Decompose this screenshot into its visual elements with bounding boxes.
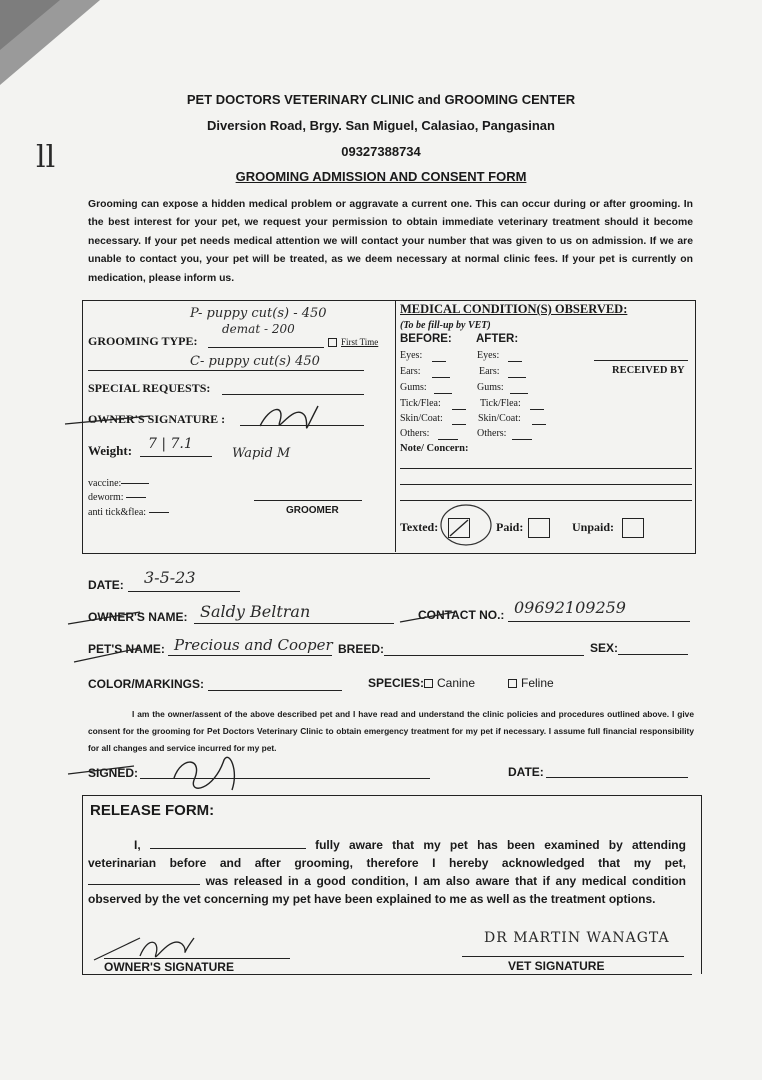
before-ears-field[interactable] [432,377,450,378]
pet-name-field[interactable] [168,655,332,656]
vaccine-row: vaccine: [88,478,149,489]
release-owner-signature-label: OWNER'S SIGNATURE [104,960,234,974]
deworm-row: deworm: [88,492,146,503]
deworm-field[interactable] [126,497,146,498]
vet-handwritten-name: DR MARTIN WANAGTA [484,930,670,946]
vet-signature-field[interactable] [462,956,684,957]
feline-option[interactable]: Feline [508,676,554,690]
paid-checkbox[interactable] [528,518,550,538]
pet-name-value: Precious and Cooper [174,636,333,654]
first-time-checkbox[interactable] [328,338,337,347]
vaccine-field[interactable] [121,483,149,484]
release-pet-name-field[interactable] [88,884,200,885]
grooming-type-label: GROOMING TYPE: [88,334,198,348]
note-line-2[interactable] [400,484,692,485]
after-tick-flea-field[interactable] [530,409,544,410]
breed-field[interactable] [384,655,584,656]
after-skin-coat-field[interactable] [532,424,546,425]
before-gums-field[interactable] [434,393,452,394]
canine-option[interactable]: Canine [424,676,475,690]
paid-label: Paid: [496,520,524,534]
species-label: SPECIES: [368,676,425,690]
panel-divider [395,300,396,552]
weight-field[interactable] [140,456,212,457]
after-gums-field[interactable] [510,393,528,394]
color-markings-label: COLOR/MARKINGS: [88,677,204,691]
texted-circle-mark [436,498,496,548]
weight-label: Weight: [88,443,133,458]
groomer-field[interactable] [254,500,362,501]
contact-label: CONTACT NO.: [418,608,505,622]
contact-field[interactable] [508,621,690,622]
breed-label: BREED: [338,642,385,656]
before-skin-coat: Skin/Coat: [400,413,443,424]
unpaid-label: Unpaid: [572,520,615,534]
anti-tick-row: anti tick&flea: [88,507,169,518]
after-ears: Ears: [479,366,500,377]
before-gums: Gums: [400,382,427,393]
folded-corner [0,0,110,90]
grooming-type-field-2[interactable] [88,370,364,371]
before-others: Others: [400,428,430,439]
sex-label: SEX: [590,641,619,655]
grooming-type-field[interactable] [208,347,324,348]
date-value: 3-5-23 [144,568,196,587]
owner-signature-label: OWNER'S SIGNATURE : [88,412,226,426]
before-tick-flea-field[interactable] [452,409,466,410]
groomer-label: GROOMER [286,505,339,516]
owner-name-label: OWNER'S NAME: [88,610,188,624]
after-ears-field[interactable] [508,377,526,378]
after-tick-flea: Tick/Flea: [480,398,521,409]
first-time-option[interactable]: First Time [328,337,378,347]
vet-signature-label: VET SIGNATURE [508,959,605,973]
date-label: DATE: [88,578,124,592]
pet-name-label: PET'S NAME: [88,642,165,656]
grooming-type-line3: C- puppy cut(s) 450 [190,354,320,369]
pet-line-strike-mark [70,640,150,670]
after-others: Others: [477,428,507,439]
release-paragraph: I, fully aware that my pet has been examined by attending veterinarian before and after grooming, therefore I hereby acknowledged that my pet, was released in a good condition, I am also aware that if any medical condition observed by the vet concerning my pet have been explained to me as well as the treatment options. [88,838,687,906]
vet-fill-note: (To be fill-up by VET) [400,320,491,331]
after-label: AFTER: [476,333,519,345]
owner-signature-scribble [60,396,330,446]
special-requests-field[interactable] [222,394,364,395]
color-markings-field[interactable] [208,690,342,691]
after-gums: Gums: [477,382,504,393]
release-form-title: RELEASE FORM: [90,802,215,819]
clinic-phone: 09327388734 [341,144,421,159]
after-eyes-field[interactable] [508,361,522,362]
grooming-type-line1: P- puppy cut(s) - 450 [190,306,327,321]
owner-line-strike-marks [60,600,460,640]
before-label: BEFORE: [400,333,452,345]
note-line-1[interactable] [400,468,692,469]
received-by-field[interactable] [594,360,688,361]
clinic-name: PET DOCTORS VETERINARY CLINIC and GROOMING CENTER [186,92,576,107]
before-eyes-field[interactable] [432,361,446,362]
weight-value: 7 | 7.1 [148,436,193,452]
before-tick-flea: Tick/Flea: [400,398,441,409]
signed-label: SIGNED: [88,766,139,780]
before-eyes: Eyes: [400,350,423,361]
before-skin-coat-field[interactable] [452,424,466,425]
medical-condition-title: MEDICAL CONDITION(S) OBSERVED: [400,302,628,316]
sex-field[interactable] [618,654,688,655]
before-ears: Ears: [400,366,421,377]
intro-paragraph: Grooming can expose a hidden medical problem or aggravate a current one. This can occur during or after grooming. In the best interest for your pet, we request your permission to obtain immediate veterinary treatment should it become necessary. If your pet needs medical attention we will contact your number that was given to us on admission. If we are unable to contact you, your pet will be treated, as we deem necessary at normal clinic fees. If your pet is currently on medication, please inform us. [88,199,693,284]
special-requests-label: SPECIAL REQUESTS: [88,381,211,395]
contact-value: 09692109259 [514,598,626,617]
canine-checkbox[interactable] [424,679,433,688]
grooming-type-line2: demat - 200 [222,322,295,336]
note-concern-label: Note/ Concern: [400,443,469,454]
clinic-address: Diversion Road, Brgy. San Miguel, Calasiao, Pangasinan [207,118,555,133]
release-owner-name-field[interactable] [150,848,306,849]
date-field[interactable] [128,591,240,592]
signed-date-label: DATE: [508,765,544,779]
groomer-note: Wapid M [232,446,291,461]
feline-checkbox[interactable] [508,679,517,688]
release-owner-signature-field[interactable] [104,958,290,959]
signed-date-field[interactable] [546,777,688,778]
anti-tick-field[interactable] [149,512,169,513]
form-title: GROOMING ADMISSION AND CONSENT FORM [235,169,527,184]
owner-name-value: Saldy Beltran [200,602,311,621]
margin-mark: ll [36,140,56,175]
consent-paragraph: I am the owner/assent of the above described pet and I have read and understand the clinic policies and procedures outlined above. I give consent for the grooming for Pet Doctors Veterinary Clinic to obtain emergency treatment for my pet if necessary. I assume full financial responsibility for all changes and service incurred for my pet. [88,709,694,753]
after-skin-coat: Skin/Coat: [478,413,521,424]
unpaid-checkbox[interactable] [622,518,644,538]
received-by-label: RECEIVED BY [612,365,685,376]
texted-label: Texted: [400,520,439,534]
release-bottom-line [82,974,692,975]
signed-signature-scribble [64,750,264,800]
after-eyes: Eyes: [477,350,500,361]
before-others-field[interactable] [438,439,458,440]
after-others-field[interactable] [512,439,532,440]
